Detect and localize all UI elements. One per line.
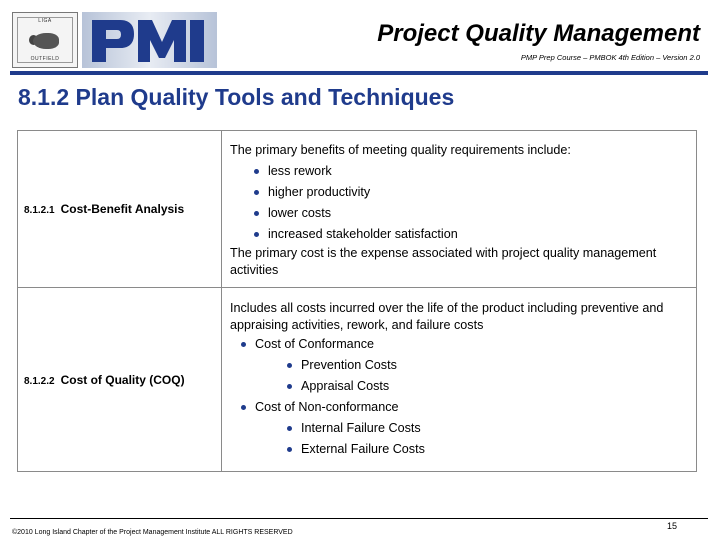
bullet-icon [254, 190, 259, 195]
row-number: 8.1.2.1 [24, 205, 55, 216]
chapter-badge-icon [12, 12, 78, 68]
row-label [18, 288, 222, 472]
page-number: 15 [667, 521, 678, 531]
row-name: Cost of Quality (COQ) [60, 372, 185, 387]
row-content [222, 131, 697, 288]
row-name: Cost-Benefit Analysis [60, 202, 185, 216]
slide-subtitle: PMP Prep Course – PMBOK 4th Edition – Version 2.0 [520, 53, 700, 62]
badge-bottom-text: OUTFIELD [30, 56, 60, 62]
bullet-icon [287, 384, 292, 389]
table-row [18, 131, 697, 288]
copyright-notice: ©2010 Long Island Chapter of the Project Management Institute ALL RIGHTS RESERVED [12, 529, 293, 536]
list-item: Cost of Conformance [230, 334, 690, 355]
slide-title: Project Quality Management [377, 20, 700, 47]
bullet-icon [287, 447, 292, 452]
pmi-wordmark-icon [82, 12, 217, 68]
row-label [18, 131, 222, 288]
bullet-icon [241, 405, 246, 410]
pmi-wordmark [82, 12, 217, 68]
badge-top-text: LIGA [38, 18, 52, 24]
header-divider [10, 71, 708, 75]
list-item: less rework [230, 161, 690, 182]
list-item: Cost of Non-conformance [230, 397, 690, 418]
list-item: Prevention Costs [230, 355, 690, 376]
pmi-logo [12, 12, 217, 68]
list-item: External Failure Costs [230, 439, 690, 460]
table-row [18, 288, 697, 472]
list-item: increased stakeholder satisfaction [230, 224, 690, 245]
bullet-icon [287, 426, 292, 431]
row-intro: The primary benefits of meeting quality requirements include: [230, 142, 571, 157]
section-heading: 8.1.2 Plan Quality Tools and Techniques [18, 84, 455, 110]
row-outro: The primary cost is the expense associated with project quality management activities [230, 245, 657, 277]
bullet-icon [254, 232, 259, 237]
list-item: Appraisal Costs [230, 376, 690, 397]
bullet-icon [254, 211, 259, 216]
tools-table [17, 130, 697, 472]
bullet-icon [287, 363, 292, 368]
row-content [222, 288, 697, 472]
row-intro: Includes all costs incurred over the life of the product including preventive and appraising activities, rework, and failure costs [230, 300, 664, 332]
bullet-icon [241, 342, 246, 347]
list-item: lower costs [230, 203, 690, 224]
list-item: higher productivity [230, 182, 690, 203]
row-number: 8.1.2.2 [24, 375, 55, 387]
bullet-icon [254, 169, 259, 174]
list-item: Internal Failure Costs [230, 418, 690, 439]
footer-divider [10, 518, 708, 519]
